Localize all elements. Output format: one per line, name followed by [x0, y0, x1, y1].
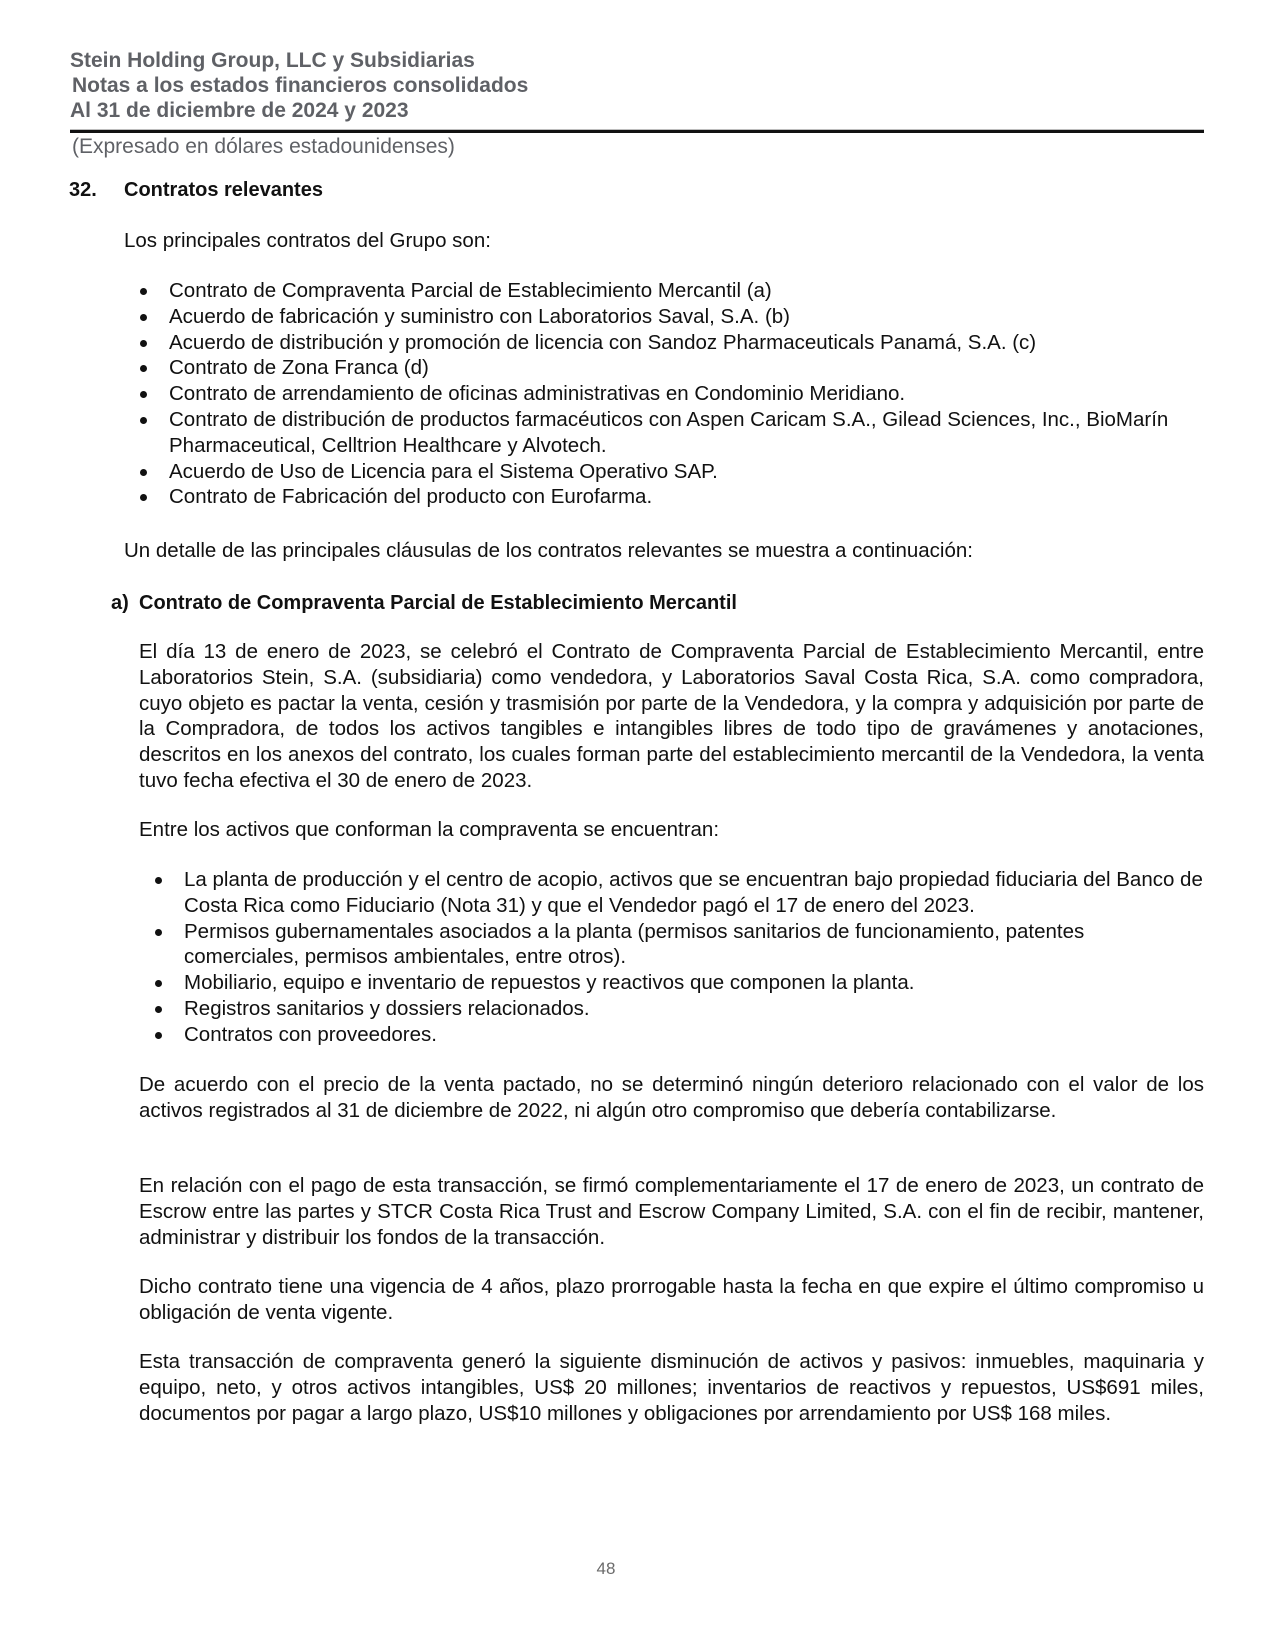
paragraph-sale-agreement: El día 13 de enero de 2023, se celebró el Contrato de Compraventa Parcial de Establecimiento Mercantil, entre Laboratorios Stein, S.A. (subsidiaria) como vendedora, y Laboratorios Saval Costa Rica, S.A. como compradora, cuyo objeto es pactar la venta, cesión y trasmisión por parte de la Vendedora, y la compra y adquisición por parte de la Compradora, de todos los activos tangibles e intangibles libres de todo tipo de gravámenes y anotaciones, descritos en los anexos del contrato, los cuales forman parte del establecimiento mercantil de la Vendedora, la venta tuvo fecha efectiva el 30 de enero de 2023. — [139, 640, 1204, 792]
list-item: Registros sanitarios y dossiers relacionados. — [184, 996, 590, 1020]
currency-note: (Expresado en dólares estadounidenses) — [72, 135, 455, 158]
subsection-title: Contrato de Compraventa Parcial de Establecimiento Mercantil — [139, 592, 737, 614]
report-date: Al 31 de diciembre de 2024 y 2023 — [70, 99, 409, 122]
contracts-list — [136, 278, 1204, 510]
list-item: Contrato de distribución de productos farmacéuticos con Aspen Caricam S.A., Gilead Sciences, Inc., BioMarín Pharmaceutical, Celltrion Healthcare y Alvotech. — [169, 407, 1169, 457]
paragraph-escrow: En relación con el pago de esta transacción, se firmó complementariamente el 17 de enero de 2023, un contrato de Escrow entre las partes y STCR Costa Rica Trust and Escrow Company Limited, S.A. con el fin de recibir, mantener, administrar y distribuir los fondos de la transacción. — [139, 1174, 1204, 1249]
company-name: Stein Holding Group, LLC y Subsidiarias — [70, 49, 475, 72]
detail-intro: Un detalle de las principales cláusulas de los contratos relevantes se muestra a continuación: — [124, 539, 973, 562]
list-item: La planta de producción y el centro de acopio, activos que se encuentran bajo propiedad fiduciaria del Banco de Costa Rica como Fiduciario (Nota 31) y que el Vendedor pagó el 17 de enero del 2023. — [184, 868, 1203, 917]
section-title: Contratos relevantes — [124, 179, 323, 201]
list-item: Contrato de arrendamiento de oficinas administrativas en Condominio Meridiano. — [169, 382, 906, 406]
paragraph-impairment: De acuerdo con el precio de la venta pactado, no se determinó ningún deterioro relacionado con el valor de los activos registrados al 31 de diciembre de 2022, ni algún otro compromiso que debería contabilizarse. — [139, 1073, 1204, 1122]
assets-list — [151, 867, 1204, 1048]
list-item: Contrato de Zona Franca (d) — [169, 356, 429, 380]
list-item: Contrato de Fabricación del producto con Eurofarma. — [169, 485, 653, 509]
document-subtitle: Notas a los estados financieros consolidados — [72, 74, 529, 97]
list-item: Acuerdo de Uso de Licencia para el Sistema Operativo SAP. — [169, 459, 718, 483]
list-item: Acuerdo de fabricación y suministro con Laboratorios Saval, S.A. (b) — [169, 304, 790, 328]
list-item: Contratos con proveedores. — [184, 1022, 437, 1046]
paragraph-term: Dicho contrato tiene una vigencia de 4 años, plazo prorrogable hasta la fecha en que expire el último compromiso u obligación de venta vigente. — [139, 1275, 1204, 1324]
list-item: Permisos gubernamentales asociados a la planta (permisos sanitarios de funcionamiento, patentes comerciales, permisos ambientales, entre otros). — [184, 919, 1085, 969]
section-intro: Los principales contratos del Grupo son: — [124, 229, 491, 252]
section-number: 32. — [69, 179, 97, 201]
list-item: Acuerdo de distribución y promoción de licencia con Sandoz Pharmaceuticals Panamá, S.A. (c) — [169, 330, 1037, 354]
list-item: Mobiliario, equipo e inventario de repuestos y reactivos que componen la planta. — [184, 971, 915, 995]
page-number: 48 — [596, 1559, 616, 1578]
list-item: Contrato de Compraventa Parcial de Establecimiento Mercantil (a) — [169, 279, 772, 302]
subsection-letter: a) — [111, 592, 129, 614]
paragraph-asset-decrease: Esta transacción de compraventa generó la siguiente disminución de activos y pasivos: inmuebles, maquinaria y equipo, neto, y otros activos intangibles, US$ 20 millones; inventarios de reactivos y repuestos, US$691 miles, documentos por pagar a largo plazo, US$10 millones y obligaciones por arrendamiento por US$ 168 miles. — [139, 1350, 1204, 1425]
header-divider — [70, 129, 1204, 133]
assets-intro: Entre los activos que conforman la compraventa se encuentran: — [139, 818, 720, 841]
